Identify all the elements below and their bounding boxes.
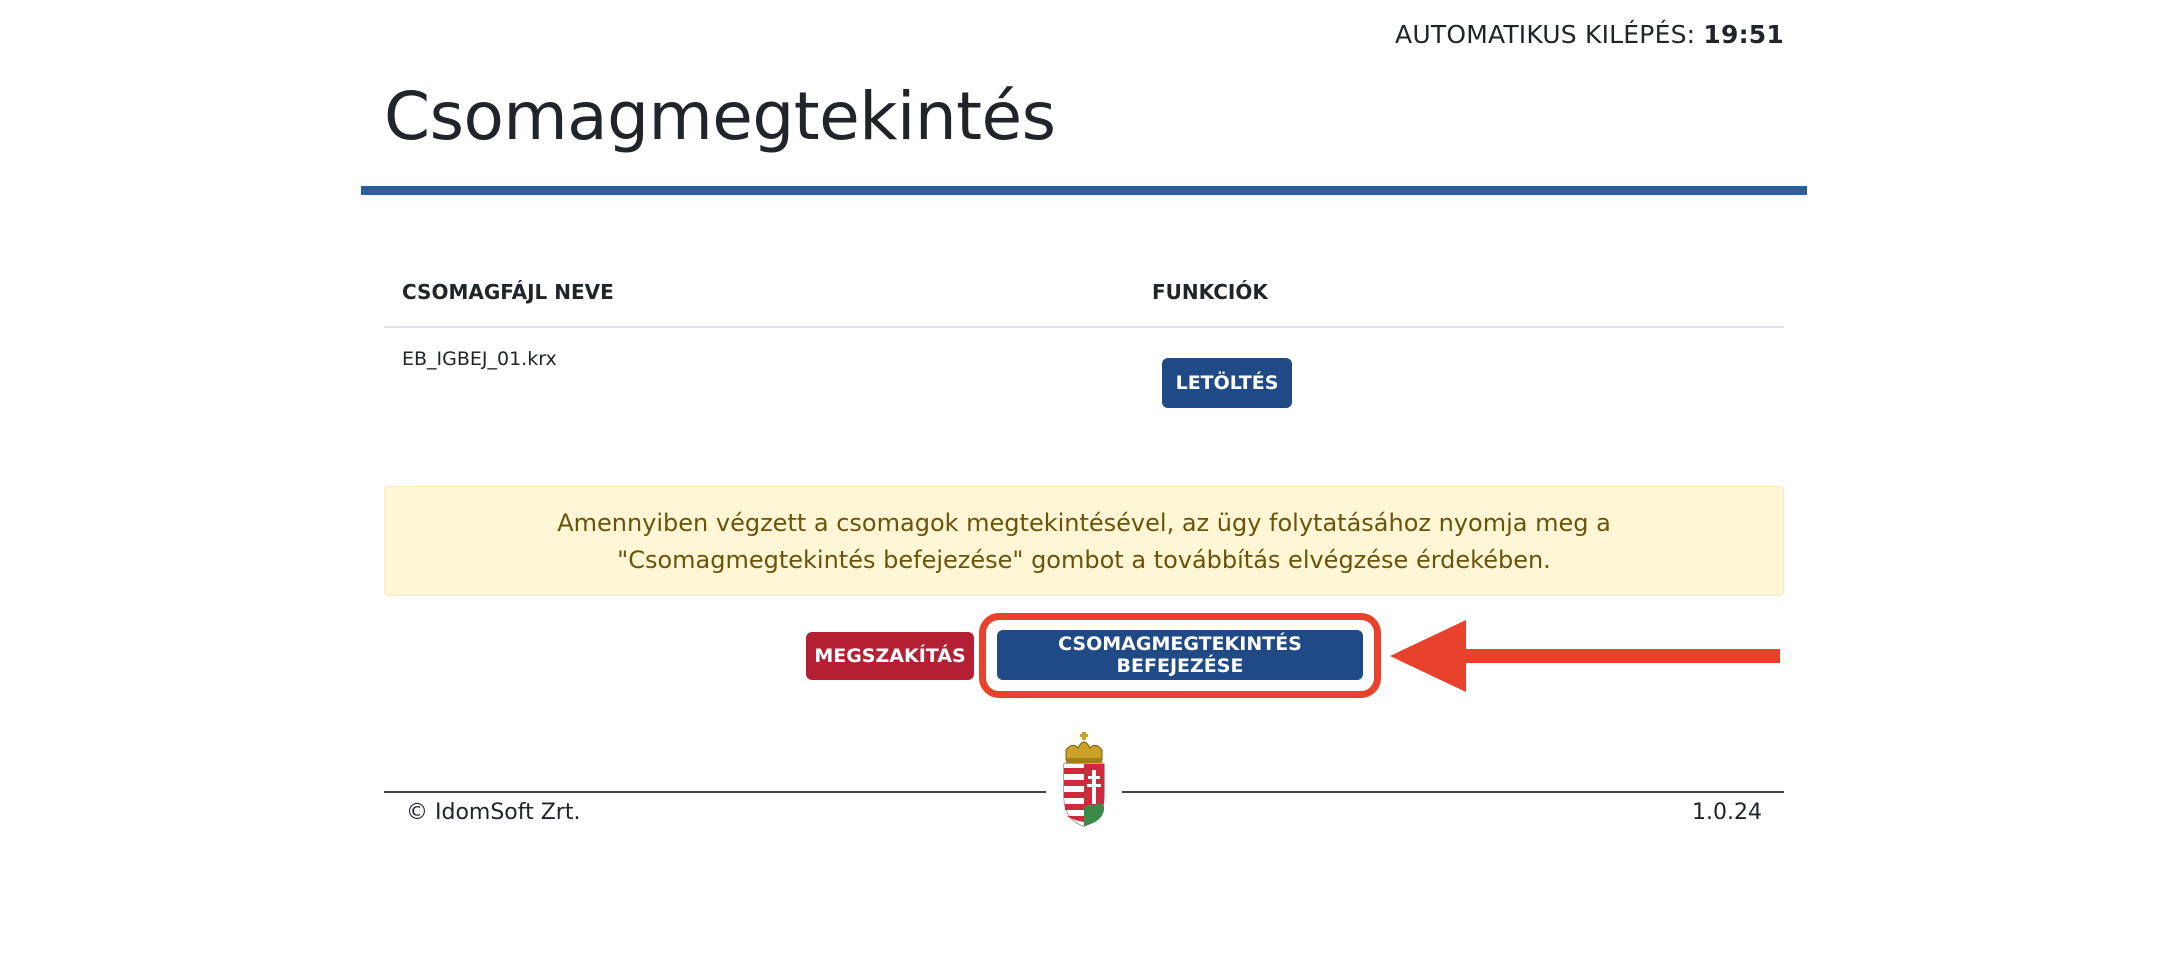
table-header-divider xyxy=(384,326,1784,328)
timer-label: AUTOMATIKUS KILÉPÉS: xyxy=(1395,20,1696,49)
cancel-button[interactable]: MEGSZAKÍTÁS xyxy=(806,632,974,680)
auto-logout-timer xyxy=(1395,20,1784,49)
footer-version: 1.0.24 xyxy=(1692,800,1762,825)
download-button[interactable]: LETÖLTÉS xyxy=(1162,358,1292,408)
file-name-cell: EB_IGBEJ_01.krx xyxy=(402,348,557,370)
page-title: Csomagmegtekintés xyxy=(384,78,1056,155)
column-header-functions: FUNKCIÓK xyxy=(1152,280,1268,304)
info-alert: Amennyiben végzett a csomagok megtekintésével, az ügy folytatásához nyomja meg a "Csomagmegtekintés befejezése" gombot a továbbítás elvégzése érdekében. xyxy=(384,486,1784,596)
coat-of-arms-icon xyxy=(1058,730,1110,830)
finish-review-button[interactable]: CSOMAGMEGTEKINTÉS BEFEJEZÉSE xyxy=(997,630,1363,680)
footer-copyright: © IdomSoft Zrt. xyxy=(406,800,581,825)
pointer-arrow-icon xyxy=(1390,618,1790,694)
title-underline xyxy=(361,186,1807,195)
footer-divider-left xyxy=(384,791,1046,793)
timer-value: 19:51 xyxy=(1703,20,1784,49)
footer-divider-right xyxy=(1122,791,1784,793)
column-header-file-name: CSOMAGFÁJL NEVE xyxy=(402,280,614,304)
